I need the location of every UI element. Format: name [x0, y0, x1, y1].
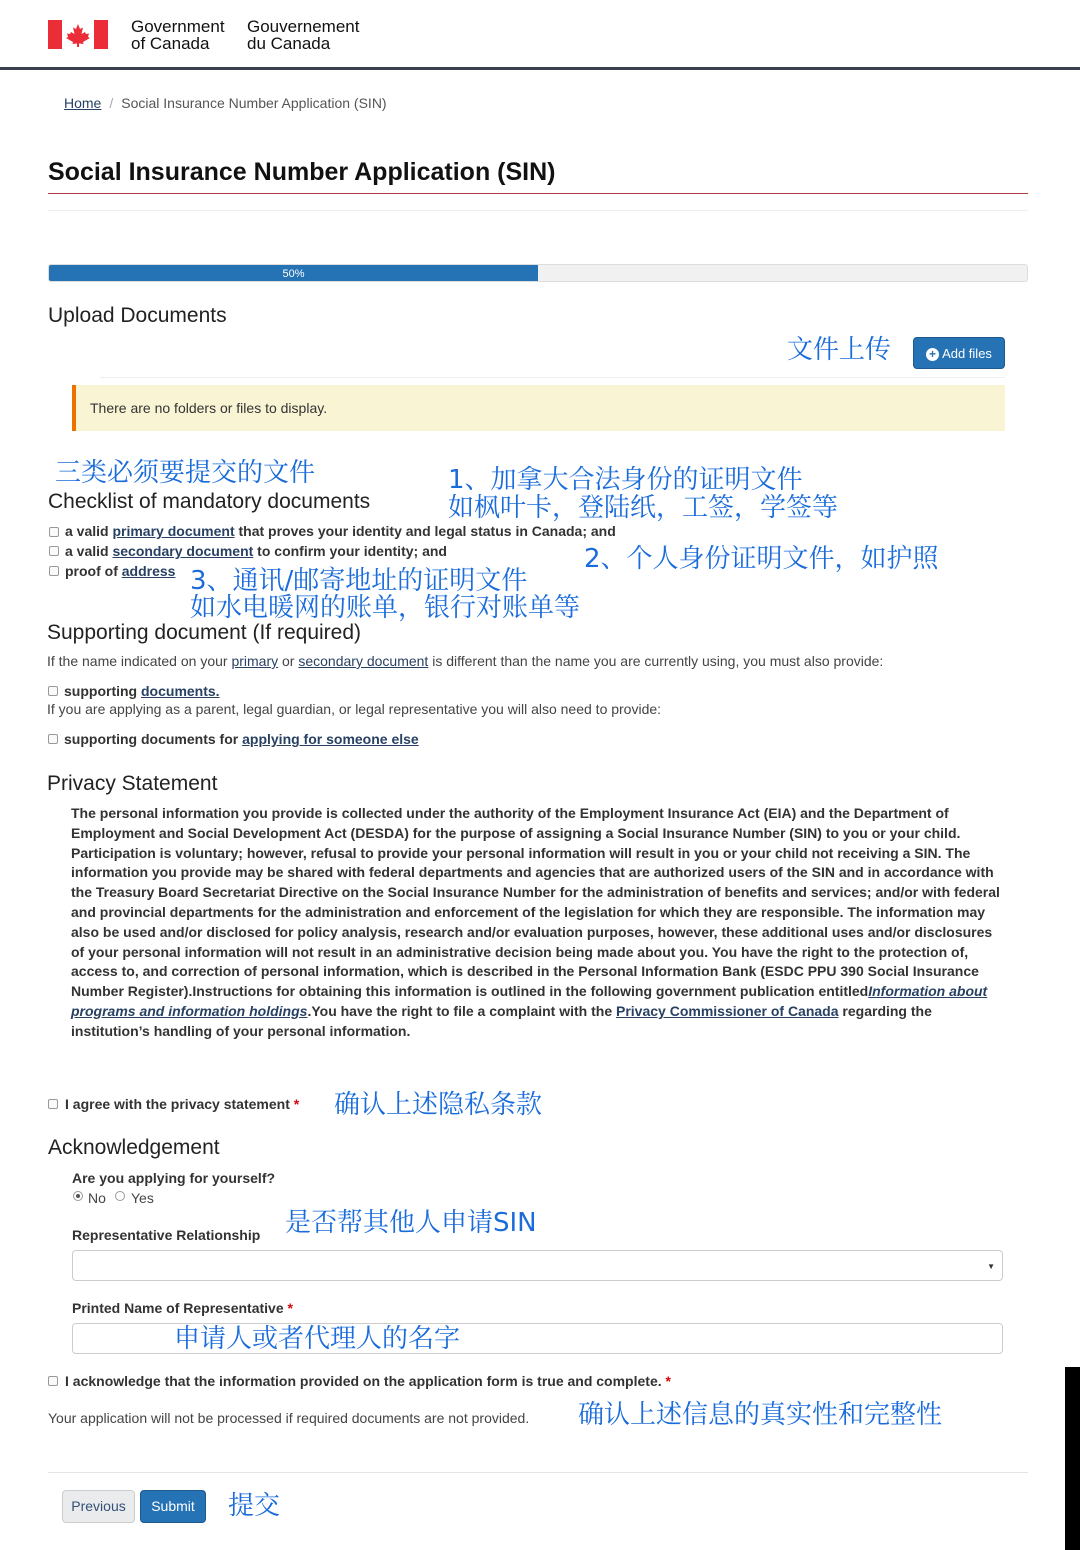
printed-name-label-text: Printed Name of Representative — [72, 1300, 284, 1316]
applying-for-yourself-question: Are you applying for yourself? — [72, 1170, 276, 1186]
annotation-confirm-privacy: 确认上述隐私条款 — [334, 1090, 543, 1120]
annotation-confirm-truth: 确认上述信息的真实性和完整性 — [578, 1400, 943, 1430]
address-link[interactable]: address — [121, 563, 176, 579]
annotation-type1-line2: 如枫叶卡，登陆纸，工签，学签等 — [448, 493, 839, 523]
agree-privacy-label — [65, 1096, 299, 1112]
progress-bar-fill: 50% — [49, 265, 538, 281]
someone-else-item-pre: supporting documents for — [64, 731, 243, 747]
annotation-type1-line1: 1、加拿大合法身份的证明文件 — [448, 465, 803, 495]
supporting-documents-link[interactable]: documents. — [141, 683, 220, 699]
header-divider — [0, 67, 1080, 70]
page-title: Social Insurance Number Application (SIN) — [48, 158, 556, 186]
privacy-statement-body — [71, 804, 1006, 1042]
supporting-document-heading: Supporting document (If required) — [47, 621, 362, 644]
government-of-canada-wordmark-en — [131, 18, 225, 52]
no-files-alert: There are no folders or files to display. — [72, 385, 1005, 431]
breadcrumb-home-link[interactable]: Home — [64, 95, 102, 111]
chevron-down-icon: ▼ — [987, 1262, 995, 1271]
annotation-name: 申请人或者代理人的名字 — [174, 1324, 461, 1354]
progress-bar — [48, 264, 1028, 282]
annotation-help-others: 是否帮其他人申请SIN — [285, 1208, 537, 1238]
someone-else-item — [64, 731, 419, 747]
wordmark-fr-line2: du Canada — [247, 34, 331, 53]
submit-button[interactable]: Submit — [140, 1490, 206, 1523]
primary-document-link[interactable]: primary document — [112, 523, 235, 539]
secondary-document-checkbox[interactable] — [49, 546, 59, 556]
radio-yes-label: Yes — [131, 1190, 154, 1206]
add-files-label: Add files — [942, 346, 992, 361]
annotation-three-types: 三类必须要提交的文件 — [55, 458, 316, 488]
privacy-body-part2: .You have the right to file a complaint with the — [307, 1002, 616, 1019]
previous-button[interactable]: Previous — [62, 1490, 135, 1523]
parent-guardian-note: If you are applying as a parent, legal guardian, or legal representative you will also need to provide: — [47, 701, 662, 717]
acknowledgement-heading: Acknowledgement — [48, 1136, 220, 1159]
primary-document-checkbox[interactable] — [49, 527, 59, 537]
primary-link[interactable]: primary — [231, 653, 279, 669]
supporting-documents-item-pre: supporting — [64, 683, 141, 699]
acknowledge-true-label-text: I acknowledge that the information provided on the application form is true and complete. — [65, 1373, 662, 1389]
information-about-programs-link-text: Information about programs and information holdings — [71, 983, 988, 1019]
screen-edge-bar — [1065, 1367, 1080, 1550]
annotation-upload: 文件上传 — [787, 335, 892, 365]
plus-circle-icon: + — [926, 348, 939, 361]
checklist-heading: Checklist of mandatory documents — [48, 490, 371, 513]
applying-for-someone-else-link[interactable]: applying for someone else — [242, 731, 419, 747]
checklist-item-address-pre: proof of — [65, 563, 122, 579]
checklist-item-primary-pre: a valid — [65, 523, 113, 539]
required-marker: * — [665, 1373, 671, 1389]
radio-no[interactable] — [73, 1191, 83, 1201]
annotation-type3-line1: 3、通讯/邮寄地址的证明文件 — [190, 566, 528, 596]
checklist-item-secondary — [65, 543, 447, 559]
documents-required-note: Your application will not be processed if required documents are not provided. — [48, 1410, 530, 1426]
privacy-commissioner-link[interactable]: Privacy Commissioner of Canada — [616, 1002, 839, 1019]
acknowledge-true-label — [65, 1373, 671, 1389]
upload-documents-heading: Upload Documents — [48, 304, 227, 327]
checklist-item-address — [65, 563, 175, 579]
privacy-body-part3: regarding the institution’s handling of your personal information. — [71, 1002, 932, 1039]
add-files-button[interactable] — [913, 337, 1005, 369]
annotation-type3-line2: 如水电暖网的账单，银行对账单等 — [190, 593, 581, 623]
someone-else-checkbox[interactable] — [48, 734, 58, 744]
proof-of-address-checkbox[interactable] — [49, 566, 59, 576]
secondary-document-link[interactable]: secondary document — [112, 543, 254, 559]
representative-relationship-label: Representative Relationship — [72, 1227, 261, 1243]
privacy-body-part1: The personal information you provide is collected under the authority of the Employment Insurance Act (EIA) and the Department of Employment and Social Development Act (DESDA) for the purpose of assigning a Social Insurance Number (SIN) to you or your child. Participation is voluntary; however, refusal to provide your personal information will result in you or your child not receiving a SIN. The information you provide may be shared with federal departments and agencies that are authorized users of the SIN and in accordance with the Treasury Board Secretariat Directive on the Social Insurance Number for the administration of benefits and services; and/or with federal and provincial departments for the administration and enforcement of the legislation for which they are responsible. The information may also be used and/or disclosed for policy analysis, research and/or evaluation purposes, however, these additional uses and/or disclosures of your personal information will not result in an administrative decision being made about you. You have the right to the protection of, access to, and correction of personal information, which is described in the Personal Information Bank (ESDC PPU 390 Social Insurance Number Register).Instructions for obtaining this information is outlined in the following government publication entitled — [71, 805, 1000, 1000]
supporting-intro — [47, 653, 883, 669]
supporting-intro-post: is different than the name you are currently using, you must also provide: — [428, 653, 884, 669]
required-marker: * — [293, 1096, 300, 1112]
required-marker: * — [287, 1300, 293, 1316]
title-divider — [48, 210, 1028, 211]
wordmark-en-line1: Government — [131, 17, 225, 36]
breadcrumb — [64, 95, 387, 111]
breadcrumb-separator: / — [109, 95, 114, 111]
representative-relationship-select[interactable] — [72, 1250, 1003, 1281]
supporting-intro-mid: or — [278, 653, 299, 669]
annotation-submit: 提交 — [228, 1491, 281, 1521]
agree-privacy-label-text: I agree with the privacy statement — [65, 1096, 290, 1112]
title-underline — [48, 193, 1028, 194]
wordmark-fr-line1: Gouvernement — [247, 17, 360, 36]
printed-name-label — [72, 1300, 293, 1316]
secondary-document-link-2[interactable]: secondary document — [298, 653, 429, 669]
form-footer-divider — [48, 1472, 1028, 1473]
agree-privacy-checkbox[interactable] — [48, 1099, 58, 1109]
canada-flag-logo — [48, 20, 108, 49]
supporting-documents-checkbox[interactable] — [48, 686, 58, 696]
files-divider — [100, 377, 1005, 378]
checklist-item-secondary-post: to confirm your identity; and — [253, 543, 447, 559]
supporting-intro-pre: If the name indicated on your — [47, 653, 232, 669]
checklist-item-secondary-pre: a valid — [65, 543, 113, 559]
supporting-documents-item — [64, 683, 220, 699]
radio-yes[interactable] — [115, 1191, 125, 1201]
annotation-type2: 2、个人身份证明文件，如护照 — [584, 544, 939, 574]
checklist-item-primary — [65, 523, 616, 539]
government-of-canada-wordmark-fr — [247, 18, 359, 52]
breadcrumb-current: Social Insurance Number Application (SIN) — [121, 95, 387, 111]
checklist-item-primary-post: that proves your identity and legal status in Canada; and — [234, 523, 616, 539]
privacy-statement-heading: Privacy Statement — [47, 772, 218, 795]
radio-no-label: No — [88, 1190, 106, 1206]
acknowledge-true-checkbox[interactable] — [48, 1376, 58, 1386]
wordmark-en-line2: of Canada — [131, 34, 210, 53]
